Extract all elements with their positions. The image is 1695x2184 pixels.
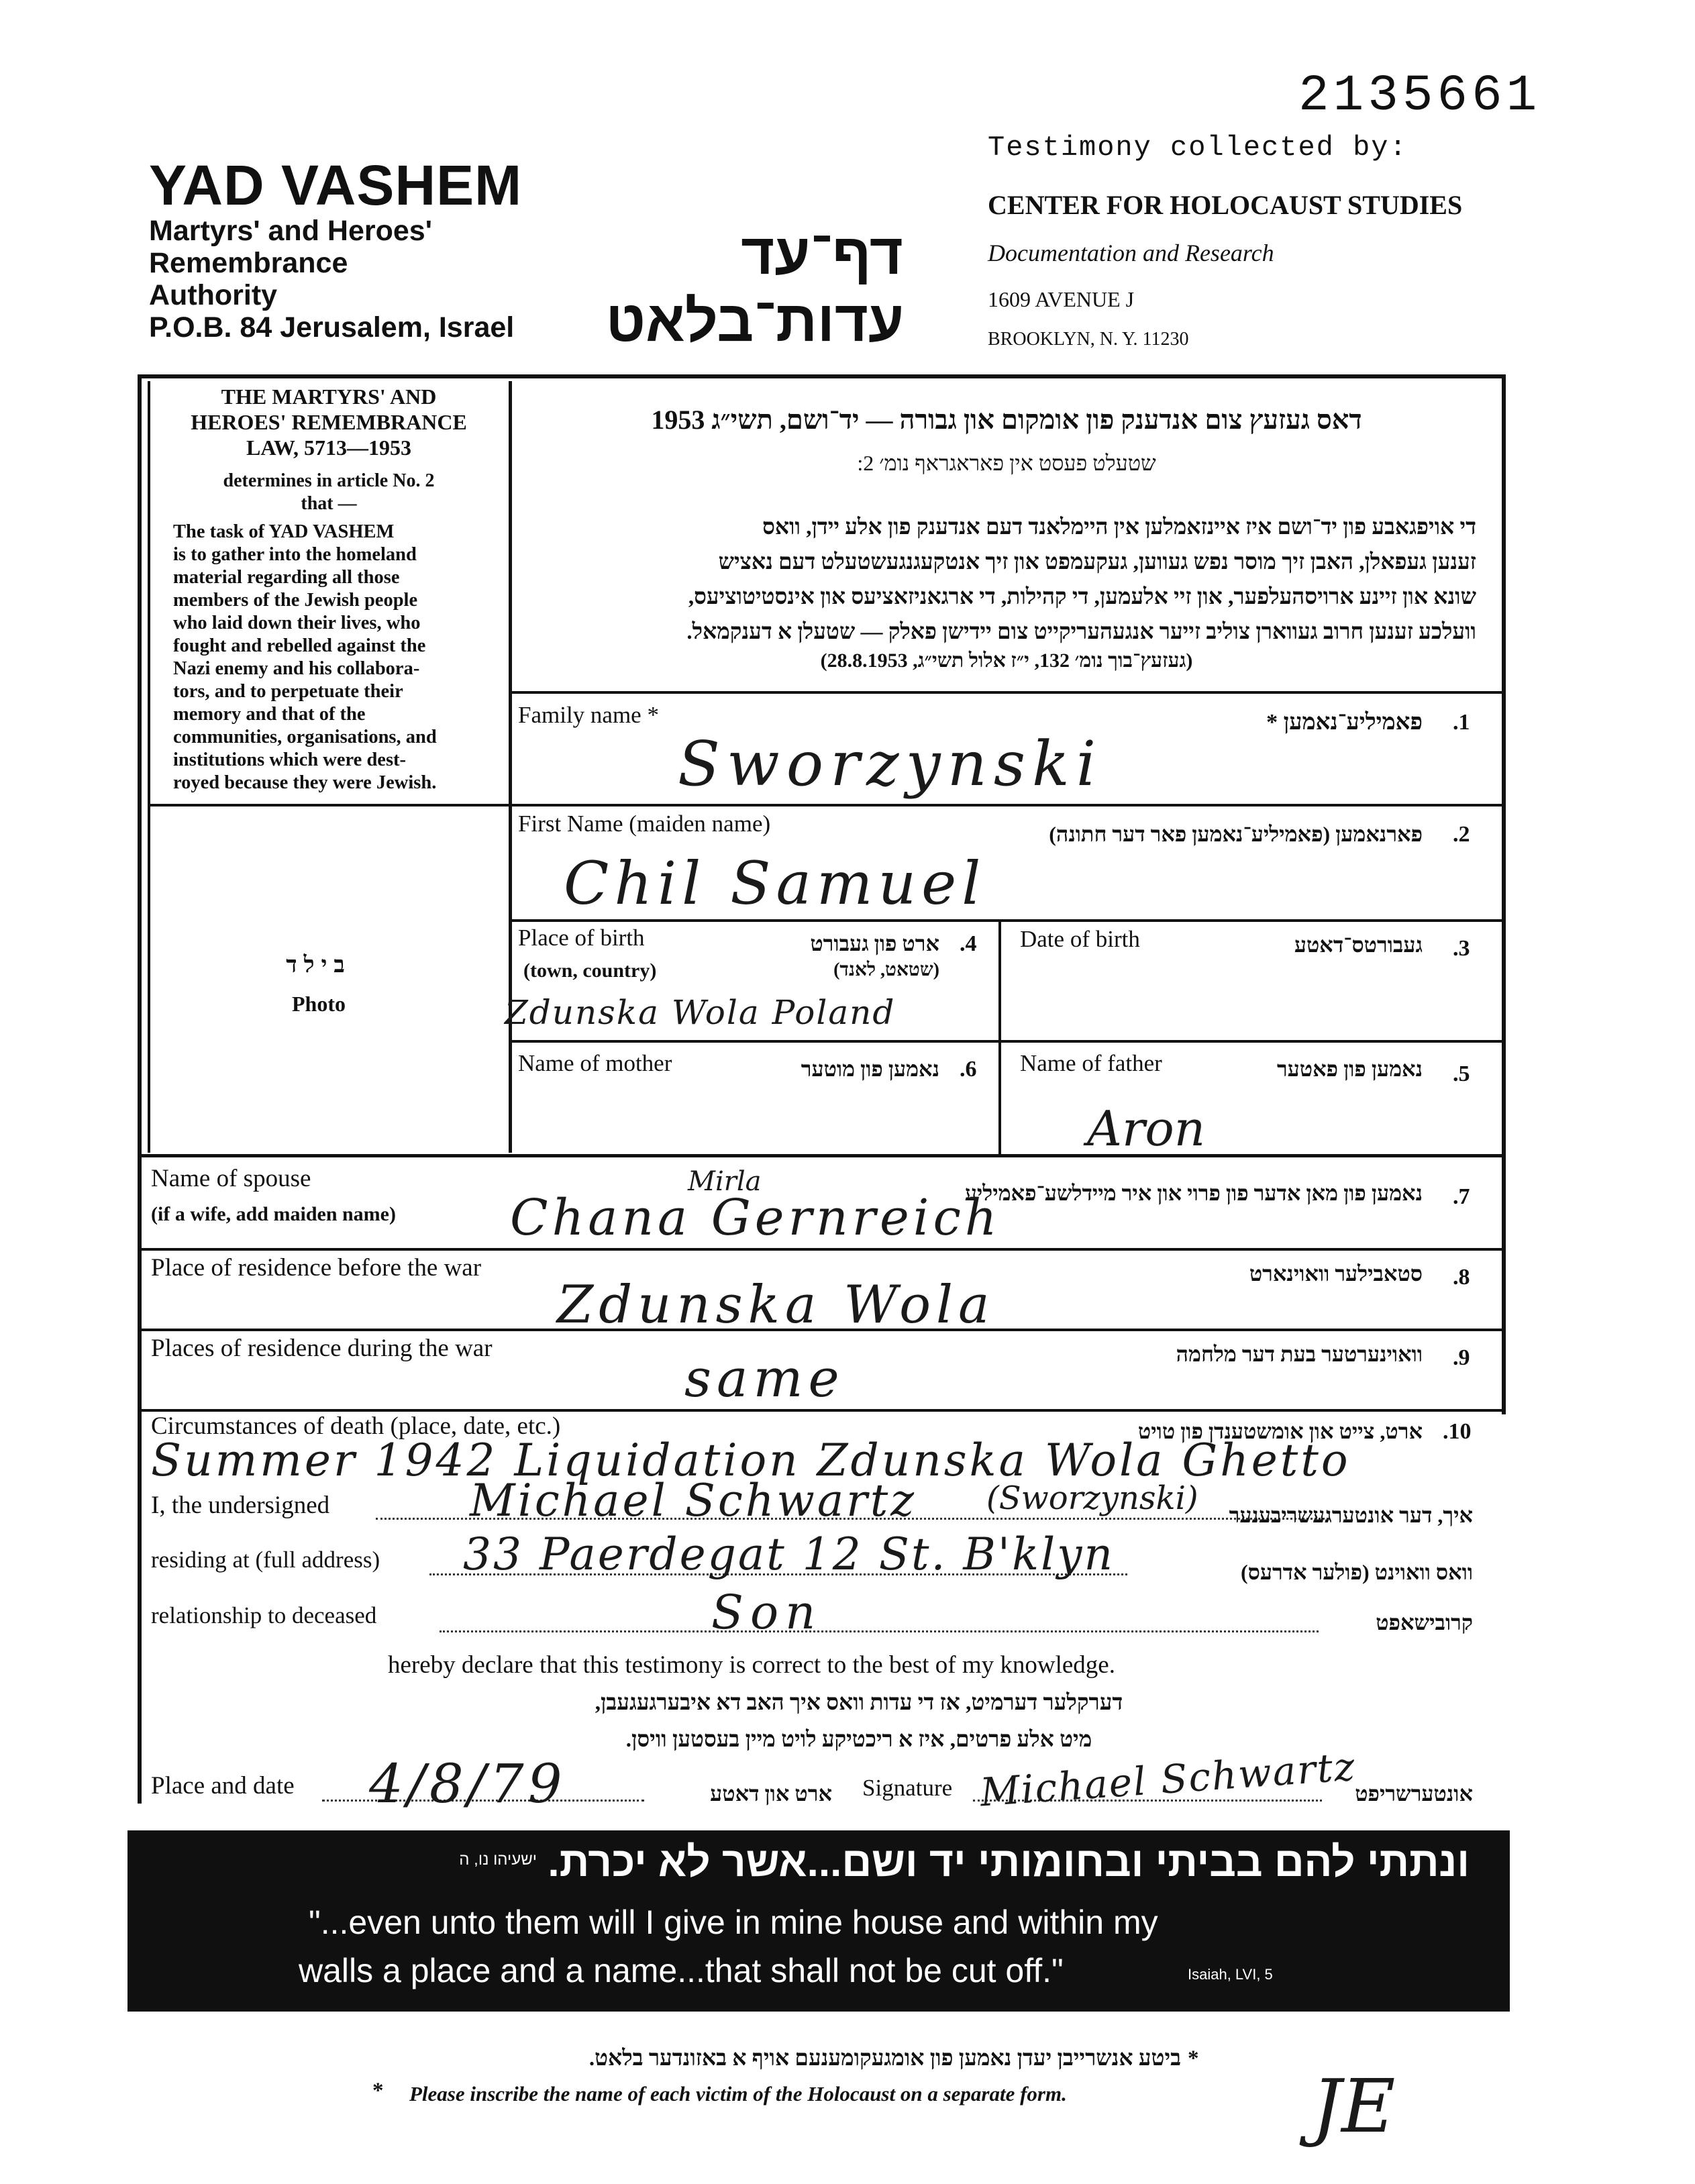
relationship-line [440,1630,1319,1632]
law-text-line: members of the Jewish people [173,590,418,611]
collector-dept: Documentation and Research [988,240,1274,266]
quote-banner [127,1830,1510,2012]
frame-row-5 [138,1154,1505,1157]
place-date-hebrew: ארט און דאטע [710,1781,832,1806]
yiddish-law-sub: שטעלט פעסט אין פאראגראף נומ׳ 2: [857,451,1156,475]
spouse-hebrew: נאמען פון מאן אדער פון פרוי און איר מיידלשע־פאמיליע [964,1181,1423,1205]
law-text-line: is to gather into the homeland [173,544,417,565]
date-of-birth-number: .3 [1453,936,1470,961]
frame-left [138,374,142,1804]
family-name-number: .1 [1453,710,1470,735]
org-hebrew-subtitle: עדות־בלאט [605,289,905,354]
org-subtitle-line: Martyrs' and Heroes' [149,215,432,247]
org-subtitle-line: Authority [149,279,278,311]
place-of-birth-hebrew-sub: (שטאט, לאנד) [833,959,939,980]
law-intro [151,470,507,515]
yiddish-law-line: זענען געפאלן, האבן זיך מוסר נפש געווען, געקעמפט און זיך אנטקעגנגעשטעלט דעם נאציש [718,550,1476,574]
place-of-birth-value[interactable]: Zdunska Wola Poland [505,993,896,1032]
collector-heading: Testimony collected by: [988,132,1408,164]
spouse-label: Name of spouse [151,1165,311,1192]
law-text-line: memory and that of the [173,704,366,725]
photo-hebrew: בילד [286,953,352,978]
footer-initials: JE [1312,2063,1396,2149]
frame-top [138,374,1505,378]
org-subtitle [149,215,514,344]
yiddish-law-citation: (געזעץ־בוך נומ׳ 132, י״ז אלול תשי״ג, 28.8.1953) [820,649,1193,672]
frame-sidebar-inner-left [148,381,150,1153]
first-name-label: First Name (maiden name) [518,811,771,837]
frame-row-2 [510,804,1503,807]
residence-during-value[interactable]: same [684,1349,845,1409]
first-name-hebrew: פארנאמען (פאמיליע־נאמען פאר דער חתונה) [1049,822,1423,846]
org-hebrew-title: דף־עד [741,222,903,287]
residence-during-label: Places of residence during the war [151,1335,493,1362]
father-name-value[interactable]: Aron [1087,1100,1206,1157]
law-text [173,521,495,794]
date-of-birth-hebrew: געבורטס־דאטע [1294,933,1423,957]
law-intro-line: determines in article No. 2 [223,470,435,491]
law-text-line: material regarding all those [173,567,400,588]
signature-value[interactable]: Michael Schwartz [978,1743,1357,1816]
org-name: YAD VASHEM [149,154,523,217]
place-of-birth-number: .4 [960,931,977,956]
collector-address1: 1609 AVENUE J [988,287,1135,311]
residing-value[interactable]: 33 Paerdegat 12 St. B'klyn [463,1528,1115,1580]
mother-name-hebrew: נאמען פון מוטער [801,1057,939,1081]
residing-hebrew: וואס וואוינט (פולער אדרעס) [1240,1560,1473,1584]
first-name-value[interactable]: Chil Samuel [564,849,986,918]
frame-right [1502,374,1506,1414]
signature-label: Signature [862,1775,953,1801]
banner-english-2: walls a place and a name...that shall not be cut off." [299,1952,1064,1989]
footer-asterisk-english: * [372,2079,384,2103]
law-text-line: tors, and to perpetuate their [173,681,403,702]
spouse-value[interactable]: Chana Gernreich [510,1189,1001,1247]
residence-during-hebrew: וואוינערטער בעת דער מלחמה [1176,1342,1423,1366]
signature-hebrew: אונטערשריפט [1355,1781,1473,1806]
place-of-birth-label: Place of birth [518,925,645,951]
residence-before-hebrew: סטאבילער וואוינארט [1249,1261,1423,1286]
org-subtitle-line: Remembrance [149,247,348,279]
death-circumstances-hebrew: ארט, צייט און אומשטענדן פון טויט [1137,1419,1423,1443]
document-number: 2135661 [1298,67,1541,125]
undersigned-value[interactable]: Michael Schwartz [470,1475,917,1526]
frame-row-6 [138,1248,1505,1251]
law-text-line: Nazi enemy and his collabora- [173,658,420,679]
yiddish-law-line: וועלכע זענען חרוב געווארן צוליב זייער אנגעהעריקייט צום יידישן פאלק — שטעלן א דענקמאל. [686,620,1476,644]
yiddish-law-body [523,510,1476,649]
banner-hebrew: ונתתי להם בביתי ובחומותי יד ושם...אשר לא יכרת. [548,1839,1470,1885]
frame-row-4 [510,1040,1503,1043]
footer-asterisk-yiddish: * [1188,2046,1199,2071]
org-subtitle-line: P.O.B. 84 Jerusalem, Israel [149,311,515,344]
declaration-hebrew-2: מיט אלע פרטים, איז א ריכטיקע לויט מיין בעסטען וויסן. [625,1728,1092,1752]
footer-yiddish: ביטע אנשרייבן יעדן נאמען פון אומגעקומענעם אויף א באזונדער בלאט. [588,2046,1181,2071]
spouse-sublabel: (if a wife, add maiden name) [151,1203,396,1225]
undersigned-hebrew: איך, דער אונטערגעשריבענער [1229,1503,1473,1527]
frame-sidebar-split [148,804,510,807]
mother-name-label: Name of mother [518,1050,672,1076]
law-intro-line: that — [301,493,357,514]
footer-english: Please inscribe the name of each victim of the Holocaust on a separate form. [409,2082,1067,2105]
residence-during-number: .9 [1453,1345,1470,1370]
undersigned-extra: (Sworzynski) [986,1479,1198,1517]
father-name-number: .5 [1453,1061,1470,1086]
frame-row-1 [510,691,1503,694]
place-of-birth-sublabel: (town, country) [523,959,657,982]
law-text-line: who laid down their lives, who [173,613,421,633]
frame-col-mid [998,919,1001,1154]
first-name-number: .2 [1453,822,1470,847]
death-circumstances-label: Circumstances of death (place, date, etc.) [151,1412,561,1440]
family-name-label: Family name * [518,702,659,728]
residence-before-number: .8 [1453,1265,1470,1290]
spouse-correction: Mirla [688,1166,762,1197]
collector-name: CENTER FOR HOLOCAUST STUDIES [988,190,1463,220]
photo-label: Photo [292,992,346,1016]
place-of-birth-hebrew: ארט פון געבורט [810,931,939,955]
father-name-label: Name of father [1020,1050,1162,1076]
residence-before-value[interactable]: Zdunska Wola [557,1275,995,1335]
law-text-line: institutions which were dest- [173,749,407,770]
place-date-label: Place and date [151,1772,295,1800]
declaration-statement: hereby declare that this testimony is correct to the best of my knowledge. [388,1651,1115,1679]
relationship-hebrew: קרובישאפט [1376,1610,1473,1634]
death-circumstances-number: .10 [1443,1419,1472,1444]
place-date-value[interactable]: 4/8/79 [369,1753,566,1815]
banner-english-1: "...even unto them will I give in mine house and within my [309,1904,1158,1941]
banner-reference: Isaiah, LVI, 5 [1188,1966,1273,1983]
law-title-line: THE MARTYRS' AND [221,384,437,409]
frame-row-3 [510,919,1503,922]
law-title [151,384,507,460]
family-name-hebrew: פאמיליע־נאמען * [1266,710,1423,735]
death-circumstances-value[interactable]: Summer 1942 Liquidation Zdunska Wola Ghetto [151,1435,1351,1486]
law-text-line: royed because they were Jewish. [173,772,437,793]
mother-name-number: .6 [960,1057,977,1082]
collector-address2: BROOKLYN, N. Y. 11230 [988,329,1189,350]
father-name-hebrew: נאמען פון פאטער [1276,1057,1423,1081]
declaration-hebrew-1: דערקלער דערמיט, אז די עדות וואס איך האב דא איבערגעגעבן, [595,1691,1123,1715]
yiddish-law-title: דאס געזעץ צום אנדענק פון אומקום און גבורה — יד־ושם, תשי״ג 1953 [651,405,1362,435]
law-text-line: communities, organisations, and [173,727,437,747]
spouse-number: .7 [1453,1184,1470,1209]
yiddish-law-line: די אויפגאבע פון יד־ושם איז איינזאמלען אין היימלאנד דעם אנדענק פון אלע יידן, וואס [762,515,1476,539]
relationship-label: relationship to deceased [151,1602,377,1628]
law-text-line: fought and rebelled against the [173,635,426,656]
relationship-value[interactable]: Son [711,1585,823,1640]
residing-label: residing at (full address) [151,1547,380,1573]
law-title-line: LAW, 5713—1953 [246,435,411,460]
residence-before-label: Place of residence before the war [151,1254,482,1282]
frame-sidebar-divider [509,381,512,1153]
yiddish-law-line: שונא און זיינע ארויסהעלפער, און זיי אלעמען, די קהילות, די ארגאניזאציעס און אינסטיטוציעס, [688,585,1476,609]
law-text-line: The task of YAD VASHEM [173,521,395,542]
date-of-birth-label: Date of birth [1020,926,1140,952]
family-name-value[interactable]: Sworzynski [678,728,1103,800]
undersigned-label: I, the undersigned [151,1492,330,1519]
law-title-line: HEROES' REMEMBRANCE [191,410,467,434]
banner-hebrew-ref: ישעיהו נו, ה [459,1851,537,1869]
